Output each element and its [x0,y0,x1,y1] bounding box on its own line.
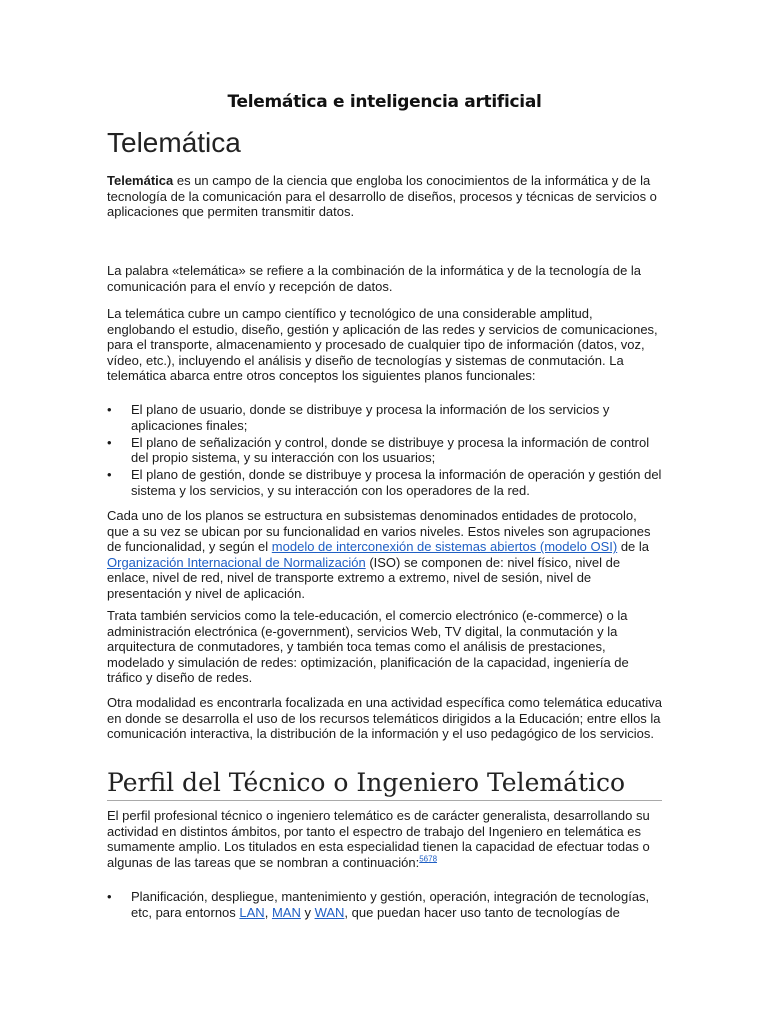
paragraph-education: Otra modalidad es encontrarla focalizada en una actividad específica como telemática educativa en donde se desarrolla el uso de los recursos telemáticos dirigidos a la Educación; entre ellos la comunicación interactiva, la distribución de la información y el uso pedagógico de los servicios. [107,695,662,742]
link-iso[interactable]: Organización Internacional de Normalización [107,554,366,570]
document-title: Telemática e inteligencia artificial [227,92,542,112]
heading-perfil: Perfil del Técnico o Ingeniero Telemático [107,768,662,801]
list-item-text: El plano de usuario, donde se distribuye y procesa la información de los servicios y aplicaciones finales; [131,402,610,433]
paragraph-profile [107,808,662,870]
list-item-text: El plano de gestión, donde se distribuye y procesa la información de operación y gestión del sistema y los servicios, y su interacción con los operadores de la red. [131,467,662,498]
list-item [107,889,662,920]
osi-text-3: (ISO) se componen de: nivel físico, nivel de enlace, nivel de red, nivel de transporte extremo a extremo, nivel de sesión, nivel de presentación y nivel de aplicación. [107,554,621,601]
heading-telematica: Telemática [107,127,241,158]
tasks-sep-1: , [264,904,272,920]
bullet-icon: • [107,434,112,450]
osi-text-1: Cada uno de los planos se estructura en subsistemas denominados entidades de protocolo, que a su vez se ubican por su funcionalidad en varios niveles. Estos niveles son agrupaciones de funcionalidad, y según el [107,508,651,555]
link-osi-model[interactable]: modelo de interconexión de sistemas abiertos (modelo OSI) [271,539,618,555]
footnote-link[interactable]: 5678 [419,854,438,864]
list-item-text: El plano de señalización y control, donde se distribuye y procesa la información de control del propio sistema, y su interacción con los usuarios; [131,434,650,466]
link-wan[interactable]: WAN [314,904,345,920]
profile-text: El perfil profesional técnico o ingeniero telemático es de carácter generalista, desarrollando su actividad en distintos ámbitos, por tanto el espectro de trabajo del Ingeniero en telemática es sumamente amplio. Los titulados en esta especialidad tienen la capacidad de efectuar todas o algunas de las tareas que se nombran a continuación: [107,808,650,870]
bullet-icon: • [107,402,112,417]
list-item [107,467,662,498]
tasks-text-2: , que puedan hacer uso tanto de tecnologías de [344,904,620,920]
link-man[interactable]: MAN [271,904,301,920]
list-item [107,402,662,433]
paragraph-scope: La telemática cubre un campo científico y tecnológico de una considerable amplitud, englobando el estudio, diseño, gestión y aplicación de las redes y servicios de comunicaciones, para el transporte, almacenamiento y procesado de cualquier tipo de información (datos, voz, vídeo, etc.), incluyendo el análisis y diseño de tecnologías y sistemas de conmutación. La telemática abarca entre otros conceptos los siguientes planos funcionales: [107,306,658,384]
intro-bold-term: Telemática [107,173,174,188]
tasks-text-1: Planificación, despliegue, mantenimiento y gestión, operación, integración de tecnologías, etc, para entornos [131,889,650,920]
link-lan[interactable]: LAN [239,904,265,920]
tasks-list [107,889,662,922]
bullet-icon: • [107,889,112,904]
paragraph-osi [107,508,662,602]
planes-list [107,402,662,500]
bullet-icon: • [107,467,112,483]
paragraph-services: Trata también servicios como la tele-educación, el comercio electrónico (e-commerce) o la administración electrónica (e-government), servicios Web, TV digital, la conmutación y la arquitectura de conmutadores, y también toca temas como el análisis de prestaciones, modelado y simulación de redes: optimización, planificación de la capacidad, ingeniería de tráfico y diseño de redes. [107,608,629,686]
list-item [107,435,662,466]
paragraph-definition: La palabra «telemática» se refiere a la combinación de la informática y de la tecnología de la comunicación para el envío y recepción de datos. [107,263,642,294]
intro-paragraph [107,173,662,220]
intro-text: es un campo de la ciencia que engloba los conocimientos de la informática y de la tecnología de la comunicación para el desarrollo de diseños, procesos y técnicas de servicios o aplicaciones que permiten transmitir datos. [107,173,657,220]
osi-text-2: de la [617,539,650,555]
tasks-sep-2: y [300,904,315,920]
